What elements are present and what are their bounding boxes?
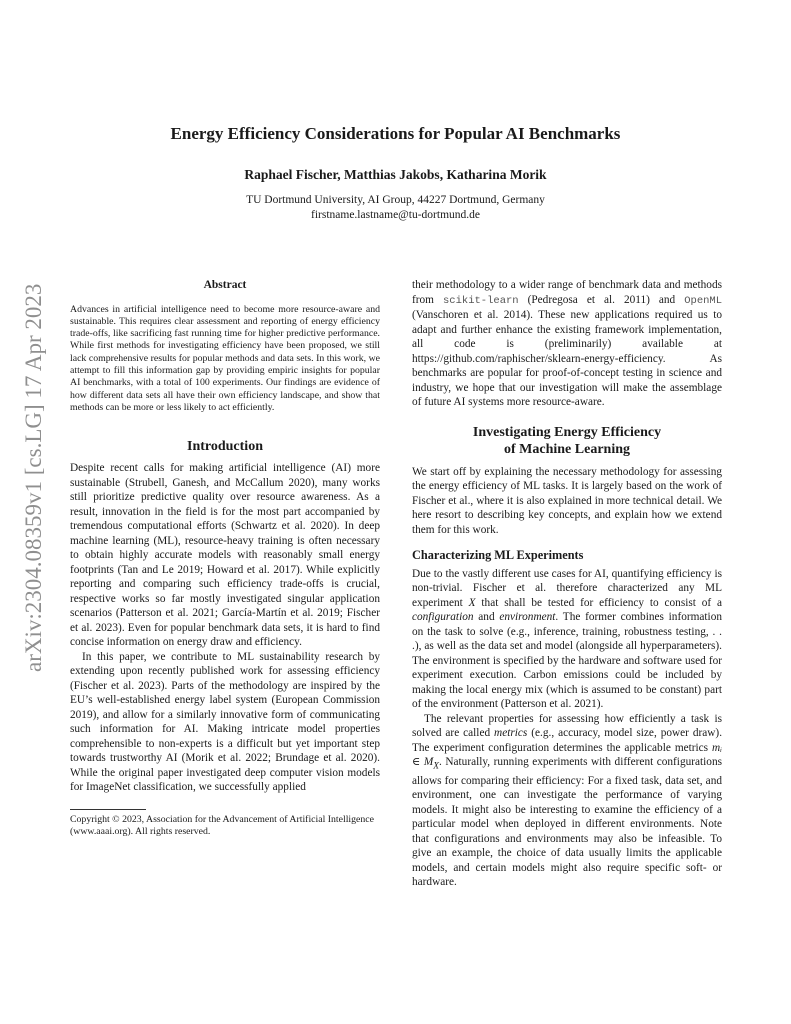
right-column bbox=[412, 278, 722, 890]
copyright-notice: Copyright © 2023, Association for the Advancement of Artificial Intelligence (www.aaai.org). All rights reserved. bbox=[70, 813, 374, 837]
affiliation: TU Dortmund University, AI Group, 44227 Dortmund, Germany bbox=[246, 194, 545, 206]
p3-a: Due to the vastly different use cases for AI, quantifying efficiency is non-trivial. Fischer et al. therefore characterized any ML experiment bbox=[412, 567, 722, 609]
section-intro-paragraph: We start off by explaining the necessary methodology for assessing the energy efficiency of ML tasks. It is largely based on the work of Fischer et al., where it is also explained in more technical detail. We here resort to describing key concepts, and explain how we extend them for this work. bbox=[412, 465, 722, 536]
section-heading-line-1: Investigating Energy Efficiency bbox=[472, 424, 662, 440]
term-environment: environment bbox=[499, 611, 556, 623]
term-configuration: configuration bbox=[412, 611, 474, 623]
footnote-rule bbox=[70, 809, 146, 810]
left-column bbox=[70, 278, 380, 838]
openml-code: OpenML bbox=[684, 294, 723, 307]
section-investigating-heading bbox=[412, 424, 722, 458]
p4-a: The relevant properties for assessing how efficiently a task is solved are called bbox=[412, 712, 722, 739]
introduction-heading: Introduction bbox=[187, 439, 263, 455]
characterizing-paragraph-2 bbox=[412, 712, 722, 890]
p3-and: and bbox=[478, 611, 495, 623]
term-metrics: metrics bbox=[494, 727, 528, 739]
p3-b: that shall be tested for efficiency to consist of a bbox=[481, 596, 722, 609]
abstract-heading: Abstract bbox=[203, 279, 247, 291]
arxiv-stamp bbox=[0, 260, 62, 680]
p4-b: (e.g., accuracy, model size, power draw). The experiment configuration determines the applicable metrics bbox=[412, 727, 723, 754]
math-sub-X: X bbox=[433, 761, 440, 772]
arxiv-id: arXiv:2304.08359v1 [cs.LG] 17 Apr 2023 bbox=[21, 283, 46, 672]
intro-paragraph-2: In this paper, we contribute to ML sustainability research by extending upon recently published work for assessing efficiency (Fischer et al. 2023). Parts of the methodology are inspired by the EU’s well-established energy label system (European Commission 2019), and allow for a similarly innovative form of communicating such information for AI. Making intricate model properties comprehensible to non-experts is a difficult but yet important step towards trustworthy AI (Morik et al. 2022; Brundage et al. 2020). While the original paper investigated deep computer vision models for ImageNet classification, we successfully applied bbox=[70, 650, 380, 794]
subsection-heading: Characterizing ML Experiments bbox=[412, 548, 584, 562]
paper-title: Energy Efficiency Considerations for Popular AI Benchmarks bbox=[170, 124, 621, 143]
section-heading-line-2: of Machine Learning bbox=[504, 441, 630, 457]
math-m: mᵢ ∈ M bbox=[412, 741, 722, 768]
p4-c: . Naturally, running experiments with different configurations allows for comparing their efficiency: For a fixed task, data set, and environment, one can investigate the performance of varying models. It might also be interesting to examine the efficiency of a particular model when deployed in different environments. Note that configurations and environments may also be infeasible. To give an example, the choice of data usually limits the applicable models, and certain models might also require specific soft- or hardware. bbox=[412, 756, 722, 889]
email: firstname.lastname@tu-dortmund.de bbox=[311, 209, 480, 221]
characterizing-paragraph-1 bbox=[412, 567, 722, 712]
footnote bbox=[70, 809, 380, 839]
sklearn-code: scikit-learn bbox=[442, 294, 519, 307]
cont-b: (Pedregosa et al. 2011) and bbox=[527, 293, 676, 306]
math-X: X bbox=[468, 596, 476, 609]
arxiv-stamp-svg bbox=[0, 260, 62, 680]
intro-paragraph-1: Despite recent calls for making artificial intelligence (AI) more sustainable (Strubell, Ganesh, and McCallum 2020), many works still prioritize predictive quality over resource awareness. As a result, innovation in the field is for the most part accompanied by tremendous computational efforts (Schwartz et al. 2020). In deep machine learning (ML), resource-heavy training is often necessary to obtain highly accurate models with reasonably small energy footprints (Tan and Le 2019; Howard et al. 2017). While explicitly reporting and comparing such efficiency trade-offs is crucial, respective works so far mostly investigated singular application scenarios (Patterson et al. 2021; García-Martín et al. 2019; Fischer et al. 2023). Even for popular benchmark data sets, it is hard to find concise information on energy draw and efficiency. bbox=[70, 462, 380, 649]
affiliation-block bbox=[0, 193, 791, 223]
cont-a: their methodology to a wider range of benchmark data and methods from bbox=[412, 279, 722, 306]
p3-c: . The former combines information on the task to solve (e.g., inference, training, robustness testing, . . .), as well as the data set and model (alongside all hyperparameters). The environment is specified by the hardware and software used for experiment execution. Carbon emissions could be included by making the local energy mix (which is assumed to be constant) part of the environment (Patterson et al. 2021). bbox=[412, 611, 722, 710]
intro-continuation bbox=[412, 278, 722, 410]
abstract-text: Advances in artificial intelligence need to become more resource-aware and sustainable. This requires clear assessment and reporting of energy efficiency trade-offs, like sacrificing fast running time for higher predictive performance. While first methods for investigating efficiency have been proposed, we still lack comprehensive results for popular methods and data sets. In this work, we attempt to fill this information gap by providing empiric insights for popular AI benchmarks, with a total of 100 experiments. Our findings are evidence of how different data sets all have their own efficiency landscape, and show that methods can be more or less likely to act efficiently. bbox=[70, 303, 380, 413]
cont-c: (Vanschoren et al. 2014). These new applications required us to adapt and further enhance the existing framework implementation, all code is (preliminarily) available at https://github.com/raphischer/sklearn-energy-efficiency. As benchmarks are popular for proof-of-concept testing in science and industry, we hope that our investigation will make the assemblage of future AI systems more resource-aware. bbox=[412, 309, 722, 408]
paper-authors: Raphael Fischer, Matthias Jakobs, Katharina Morik bbox=[244, 167, 547, 182]
